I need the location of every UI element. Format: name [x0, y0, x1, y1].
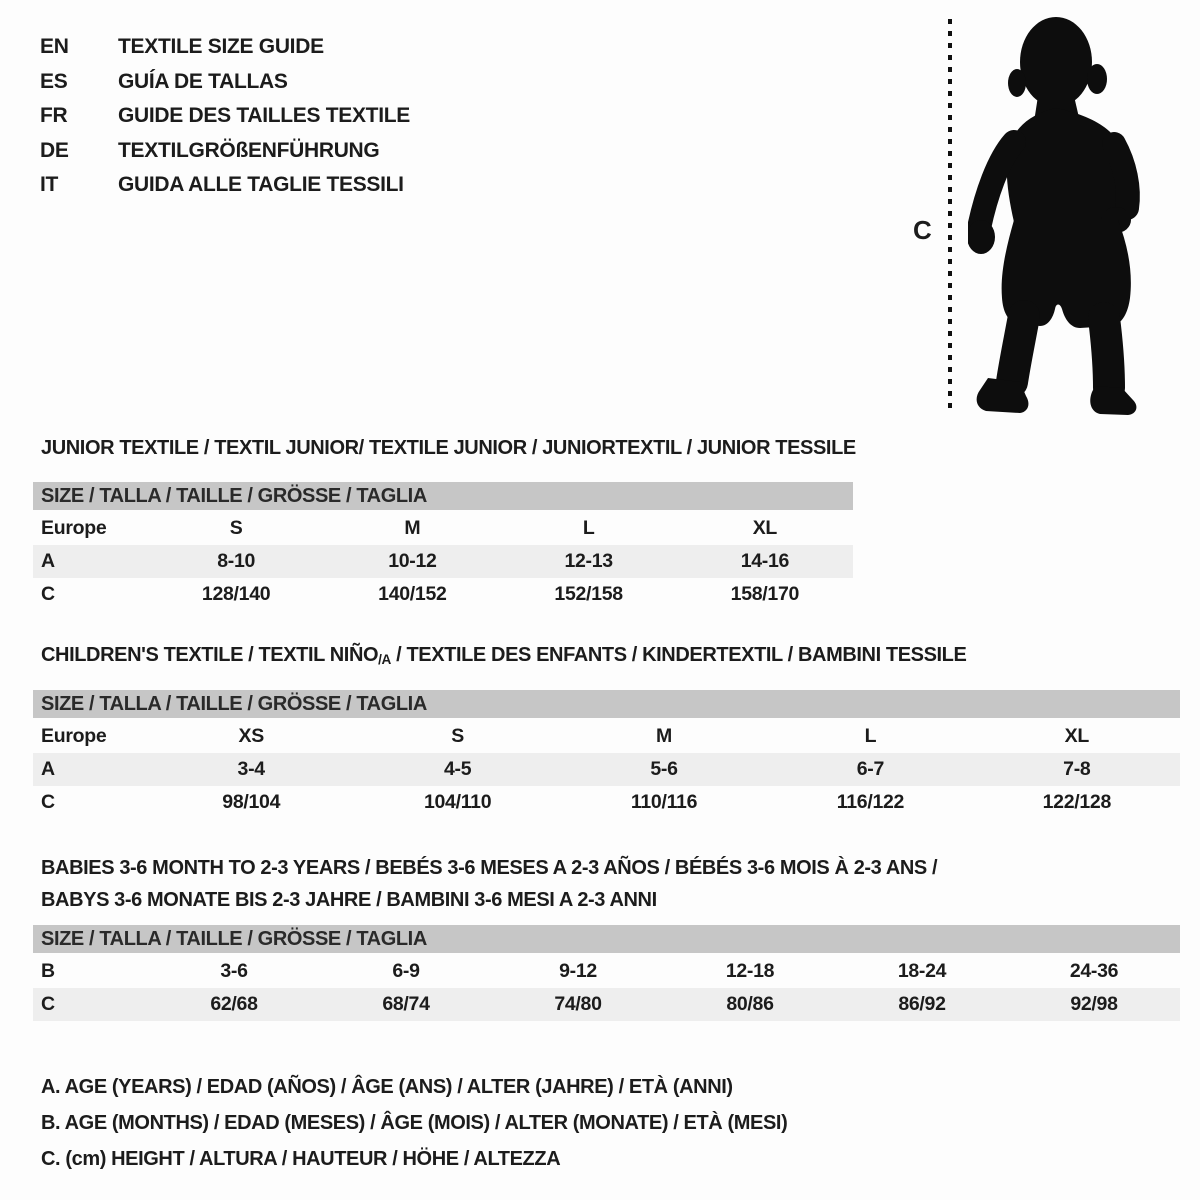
legend-age-months: B. AGE (MONTHS) / EDAD (MESES) / ÂGE (MOIS) / ALTER (MONATE) / ETÀ (MESI)	[41, 1112, 788, 1134]
size-cell: 128/140	[201, 583, 271, 605]
size-cell: 8-10	[217, 550, 256, 572]
size-header-bar: SIZE / TALLA / TAILLE / GRÖSSE / TAGLIA	[33, 482, 853, 510]
size-header-bar: SIZE / TALLA / TAILLE / GRÖSSE / TAGLIA	[33, 690, 1180, 718]
size-cell: S	[451, 725, 464, 747]
size-cell: XL	[1064, 725, 1089, 747]
size-cell: 122/128	[1042, 791, 1112, 813]
size-cell: 80/86	[726, 993, 774, 1015]
children-section-title	[41, 644, 966, 667]
babies-section-title	[41, 852, 937, 916]
row-label: A	[41, 550, 55, 572]
size-cell: 7-8	[1063, 758, 1091, 780]
guide-title-fr: GUIDE DES TAILLES TEXTILE	[118, 104, 410, 128]
language-code: DE	[40, 138, 69, 162]
babies-size-table	[33, 925, 1180, 1021]
children-title-pre: CHILDREN'S TEXTILE / TEXTIL NIÑO	[41, 644, 379, 666]
size-cell: XS	[238, 725, 264, 747]
table-row-height-cm	[33, 988, 1180, 1021]
toddler-silhouette-image	[968, 10, 1168, 420]
size-cell: 10-12	[388, 550, 437, 572]
size-cell: L	[864, 725, 877, 747]
table-row-age-years	[33, 753, 1180, 786]
language-code: IT	[40, 173, 59, 197]
size-cell: 4-5	[443, 758, 472, 780]
size-cell: 3-6	[220, 960, 248, 982]
language-title-list	[40, 30, 410, 203]
row-label: B	[41, 960, 55, 982]
table-row-age-months	[33, 955, 1180, 988]
size-cell: M	[656, 725, 672, 747]
children-title-post: / TEXTILE DES ENFANTS / KINDERTEXTIL / BAMBINI TESSILE	[390, 644, 967, 666]
row-label: Europe	[41, 725, 107, 747]
size-cell: 86/92	[898, 993, 946, 1015]
language-row	[40, 65, 410, 100]
size-cell: 92/98	[1070, 993, 1118, 1015]
size-cell: 12-18	[725, 960, 775, 982]
guide-title-es: GUÍA DE TALLAS	[118, 69, 288, 93]
row-label: Europe	[41, 517, 107, 539]
language-code: FR	[40, 104, 68, 128]
children-title-sub: /A	[378, 651, 391, 667]
size-cell: S	[229, 517, 243, 539]
row-label: A	[41, 758, 55, 780]
size-cell: 98/104	[222, 791, 281, 813]
language-row	[40, 99, 410, 134]
size-cell: 24-36	[1069, 960, 1119, 982]
size-cell: XL	[752, 517, 778, 539]
size-cell: 18-24	[897, 960, 947, 982]
size-cell: 116/122	[836, 791, 905, 813]
table-row-europe	[33, 720, 1180, 753]
size-cell: 140/152	[378, 583, 447, 605]
legend-height-cm: C. (cm) HEIGHT / ALTURA / HAUTEUR / HÖHE / ALTEZZA	[41, 1148, 561, 1170]
size-header-bar: SIZE / TALLA / TAILLE / GRÖSSE / TAGLIA	[33, 925, 1180, 953]
table-row-age-years	[33, 545, 853, 578]
size-cell: 152/158	[554, 583, 623, 605]
row-label: C	[41, 583, 55, 605]
height-measure-label: C	[913, 215, 932, 245]
size-cell: M	[404, 517, 421, 539]
table-row-europe	[33, 512, 853, 545]
guide-title-de: TEXTILGRÖßENFÜHRUNG	[118, 138, 380, 162]
guide-title-en: TEXTILE SIZE GUIDE	[118, 35, 324, 59]
size-cell: 110/116	[630, 791, 698, 813]
row-label: C	[41, 791, 55, 813]
babies-title-line1: BABIES 3-6 MONTH TO 2-3 YEARS / BEBÉS 3-6 MESES A 2-3 AÑOS / BÉBÉS 3-6 MOIS À 2-3 ANS /	[41, 857, 938, 879]
size-cell: 14-16	[740, 550, 790, 572]
guide-title-it: GUIDA ALLE TAGLIE TESSILI	[118, 173, 404, 197]
table-row-height-cm	[33, 578, 853, 611]
size-cell: 6-9	[392, 960, 420, 982]
size-cell: 12-13	[564, 550, 613, 572]
language-code: EN	[40, 35, 69, 59]
junior-size-table	[33, 482, 853, 611]
junior-section-title: JUNIOR TEXTILE / TEXTIL JUNIOR/ TEXTILE JUNIOR / JUNIORTEXTIL / JUNIOR TESSILE	[41, 437, 856, 459]
language-code: ES	[40, 69, 68, 93]
size-cell: 62/68	[210, 993, 258, 1015]
size-cell: 9-12	[559, 960, 597, 982]
language-row	[40, 134, 410, 169]
children-size-table	[33, 690, 1180, 819]
babies-title-line2: BABYS 3-6 MONATE BIS 2-3 JAHRE / BAMBINI 3-6 MESI A 2-3 ANNI	[41, 889, 657, 911]
row-label: C	[41, 993, 55, 1015]
size-cell: 6-7	[856, 758, 885, 780]
height-measure-dashed-line	[948, 19, 952, 414]
size-cell: 74/80	[554, 993, 602, 1015]
language-row	[40, 168, 410, 203]
size-cell: 68/74	[382, 993, 430, 1015]
language-row	[40, 30, 410, 65]
size-cell: L	[582, 517, 595, 539]
size-cell: 158/170	[730, 583, 800, 605]
measure-legend	[41, 1069, 787, 1177]
table-row-height-cm	[33, 786, 1180, 819]
size-cell: 5-6	[650, 758, 678, 780]
size-cell: 3-4	[237, 758, 265, 780]
size-cell: 104/110	[423, 791, 492, 813]
legend-age-years: A. AGE (YEARS) / EDAD (AÑOS) / ÂGE (ANS) / ALTER (JAHRE) / ETÀ (ANNI)	[41, 1076, 733, 1098]
